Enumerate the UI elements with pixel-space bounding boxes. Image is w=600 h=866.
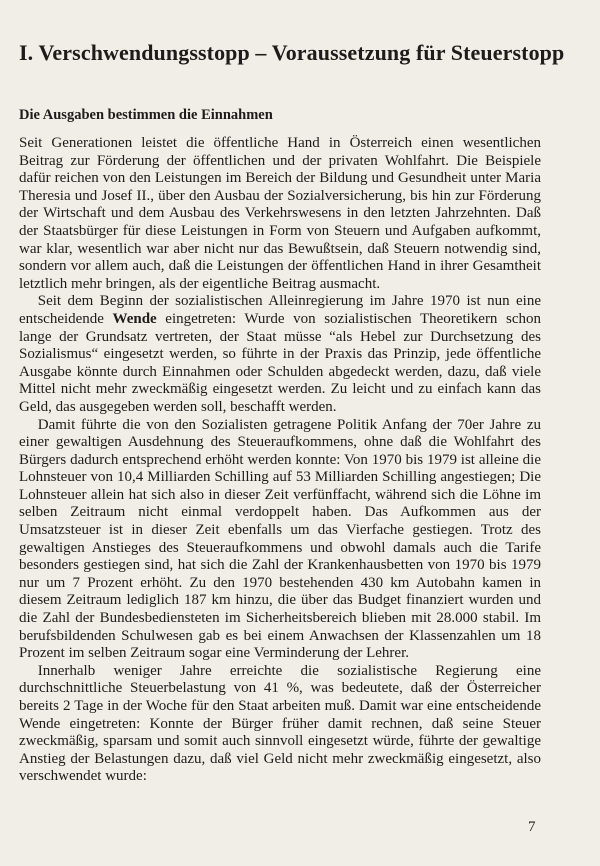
chapter-title: I. Verschwendungsstopp – Voraussetzung für Steuerstopp	[19, 40, 565, 65]
page-number: 7	[528, 819, 536, 835]
section-title: Die Ausgaben bestimmen die Einnahmen	[19, 107, 273, 123]
body-text	[19, 135, 541, 786]
emphasis-wende: Wende	[112, 310, 157, 327]
paragraph-4: Innerhalb weniger Jahre erreichte die sozialistische Regierung eine durchschnittliche Steuerbelastung von 41 %, was bedeutete, daß der Österreicher bereits 2 Tage in der Woche für den Staat arbeiten muß. Damit war eine entscheidende Wende eingetreten: Konnte der Bürger früher damit rechnen, daß seine Steuer zweckmäßig, sparsam und somit auch sinnvoll eingesetzt würde, führte der gewaltige Anstieg der Belastungen dazu, daß viel Geld nicht mehr zweckmäßig eingesetzt, also verschwendet wurde:	[19, 662, 541, 785]
paragraph-3: Damit führte die von den Sozialisten getragene Politik Anfang der 70er Jahre zu einer gewaltigen Ausdehnung des Steueraufkommens, ohne daß die Wohlfahrt des Bürgers dadurch entsprechend erhöht werden konnte: Von 1970 bis 1979 ist alleine die Lohnsteuer von 10,4 Milliarden Schilling auf 53 Milliarden Schilling angestiegen; Die Lohnsteuer allein hat sich also in dieser Zeit verfünffacht, während sich die Löhne im selben Zeitraum nicht einmal verdoppelt haben. Das Aufkommen aus der Umsatzsteuer ist in dieser Zeit ebenfalls um das Vierfache gestiegen. Trotz des gewaltigen Anstieges des Steueraufkommens und obwohl damals auch die Tarife besonders gestiegen sind, hat sich die Zahl der Krankenhausbetten von 1970 bis 1979 nur um 7 Prozent erhöht. Zu den 1970 bestehenden 430 km Autobahn kamen in diesem Zeitraum lediglich 187 km hinzu, die über das Budget finanziert wurden und die Zahl der Bundesbediensteten im Sicherheitsbereich blieben mit 28.000 stabil. Im berufsbildenden Schulwesen gab es bei einem Anwachsen der Klassenzahlen um 18 Prozent im selben Zeitraum sogar eine Verminderung der Lehrer.	[19, 416, 541, 662]
paragraph-1: Seit Generationen leistet die öffentliche Hand in Österreich einen wesentlichen Beitrag zur Förderung der öffentlichen und der privaten Wohlfahrt. Die Beispiele dafür reichen von den Leistungen im Bereich der Bildung und Gesundheit unter Maria Theresia und Josef II., über den Ausbau der Sozialversicherung, bis hin zur Förderung der Wirtschaft und dem Ausbau des Verkehrswesens in den letzten Jahrzehnten. Daß der Staatsbürger für diese Leistungen in Form von Steuern und Aufgaben aufkommt, war klar, wesentlich war aber nicht nur das Bewußtsein, daß Steuern notwendig sind, sondern vor allem auch, daß die Leistungen der öffentlichen Hand in ihrer Gesamtheit letztlich mehr bringen, als der eigentliche Beitrag ausmacht.	[19, 135, 541, 292]
paragraph-2	[19, 293, 541, 416]
paragraph-2-text-start: Seit dem Beginn der sozialistischen Alleinregierung im Jahre 1970 ist nun eine entscheidende	[19, 293, 541, 327]
paragraph-2-text-end: eingetreten: Wurde von sozialistischen Theoretikern schon lange der Grundsatz vertreten, der Staat müsse “als Hebel zur Durchsetzung des Sozialismus“ eingesetzt werden, so führte in der Praxis das Prinzip, jede öffentliche Ausgabe könnte durch Einnahmen oder Schulden abgedeckt werden, dazu, daß viele Mittel nicht mehr zweckmäßig eingesetzt werden. Zu leicht und zu einfach kann das Geld, das ausgegeben werden soll, beschafft werden.	[19, 310, 541, 415]
